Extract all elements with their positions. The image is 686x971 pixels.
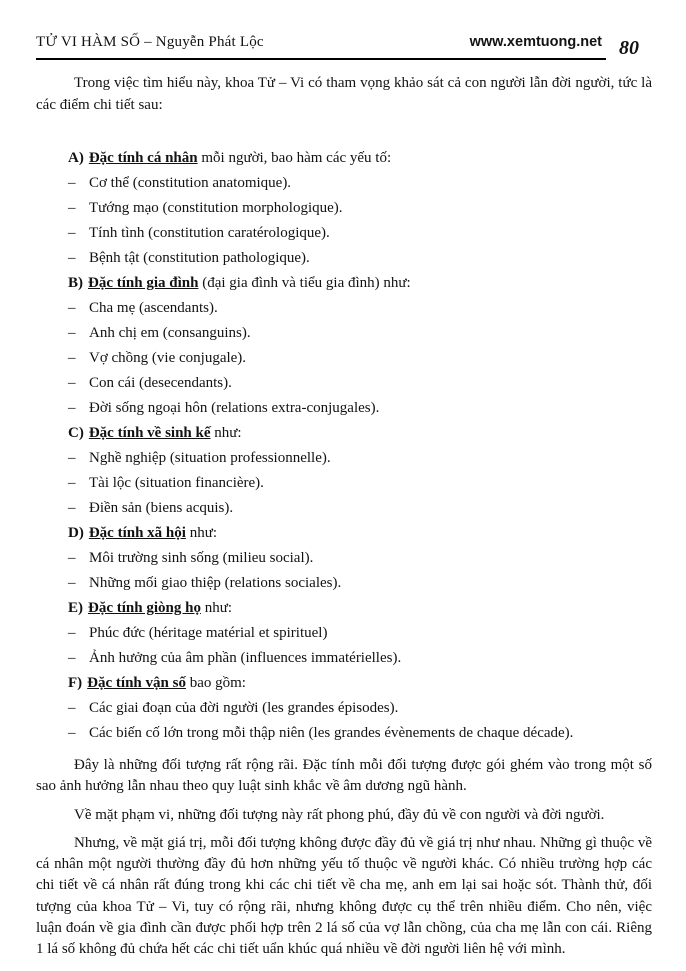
list-item-text: Cơ thể (constitution anatomique). (89, 175, 292, 191)
intro-paragraph: Trong việc tìm hiểu này, khoa Tử – Vi có tham vọng khảo sát cả con người lẫn đời người, tức là các điểm chi tiết sau: (36, 75, 652, 113)
characteristics-outline (36, 146, 652, 746)
section-heading (68, 596, 652, 621)
dash-bullet: – (68, 725, 76, 741)
list-item-text: Cha mẹ (ascendants). (89, 300, 218, 316)
list-item-text: Các giai đoạn của đời người (les grandes épisodes). (89, 700, 399, 716)
website-url: www.xemtuong.net (469, 34, 602, 50)
section-label: E) (68, 600, 83, 616)
dash-bullet: – (68, 325, 76, 341)
dash-bullet: – (68, 450, 76, 466)
list-item-text: Đời sống ngoại hôn (relations extra-conjugales). (89, 400, 380, 416)
list-item (68, 296, 652, 321)
dash-bullet: – (68, 225, 76, 241)
dash-bullet: – (68, 200, 76, 216)
dash-bullet: – (68, 625, 76, 641)
list-item-text: Những mối giao thiệp (relations sociales). (89, 575, 342, 591)
list-item (68, 721, 652, 746)
section-suffix: (đại gia đình và tiểu gia đình) như: (198, 275, 411, 291)
section-e (36, 596, 652, 671)
section-label: F) (68, 675, 83, 691)
section-title: Đặc tính gia đình (88, 275, 199, 291)
section-heading (68, 271, 652, 296)
list-item-text: Vợ chồng (vie conjugale). (89, 350, 247, 366)
list-item (68, 346, 652, 371)
section-suffix: mỗi người, bao hàm các yếu tố: (197, 150, 392, 166)
header-rule (36, 34, 606, 60)
list-item-text: Con cái (desecendants). (89, 375, 232, 391)
list-item (68, 396, 652, 421)
section-heading (68, 421, 652, 446)
dash-bullet: – (68, 400, 76, 416)
list-item (68, 646, 652, 671)
list-item-text: Tài lộc (situation financière). (89, 475, 264, 491)
dash-bullet: – (68, 375, 76, 391)
section-heading (68, 671, 652, 696)
list-item (68, 246, 652, 271)
list-item-text: Tính tình (constitution caratérologique). (89, 225, 330, 241)
dash-bullet: – (68, 700, 76, 716)
section-heading (68, 146, 652, 171)
list-item (68, 471, 652, 496)
list-item (68, 171, 652, 196)
list-item-text: Các biến cố lớn trong mỗi thập niên (les grandes évènements de chaque décade). (89, 725, 574, 741)
dash-bullet: – (68, 550, 76, 566)
list-item (68, 546, 652, 571)
list-item-text: Tướng mạo (constitution morphologique). (89, 200, 343, 216)
section-suffix: bao gồm: (185, 675, 246, 691)
list-item-text: Ảnh hưởng của âm phần (influences immatérielles). (89, 650, 402, 666)
list-item (68, 371, 652, 396)
list-item (68, 196, 652, 221)
body-paragraph: Về mặt phạm vi, những đối tượng này rất phong phú, đầy đủ về con người và đời người. (74, 806, 605, 823)
book-title: TỬ VI HÀM SỐ – Nguyễn Phát Lộc (36, 34, 264, 50)
list-item-text: Bệnh tật (constitution pathologique). (89, 250, 310, 266)
dash-bullet: – (68, 650, 76, 666)
list-item (68, 321, 652, 346)
closing-paragraphs (36, 755, 652, 961)
list-item-text: Phúc đức (héritage matérial et spirituel) (89, 625, 328, 641)
section-d (36, 521, 652, 596)
list-item (68, 621, 652, 646)
section-label: C) (68, 425, 84, 441)
list-item-text: Môi trường sinh sống (milieu social). (89, 550, 314, 566)
dash-bullet: – (68, 350, 76, 366)
section-heading (68, 521, 652, 546)
section-title: Đặc tính về sinh kế (88, 425, 211, 441)
page-number: 80 (619, 37, 639, 59)
section-title: Đặc tính vận số (87, 675, 186, 691)
section-suffix: như: (210, 425, 242, 441)
body-paragraph: Nhưng, về mặt giá trị, mỗi đối tượng không được đầy đủ về giá trị như nhau. Những gì thuộc về cá nhân một người thường đầy đủ hơn những yếu tố thuộc về người khác. Có nhiều trường hợp các chi tiết về cá nhân rất đúng trong khi các chi tiết về cha mẹ, anh em lại sai hoặc sót. Thành thử, đối tượng của khoa Tử – Vi, tuy có rộng rãi, nhưng không được cụ thể trên nhiều điểm. Cho nên, việc luận đoán về gia đình cần được phối hợp trên 2 lá số của vợ lẫn chồng, của cha mẹ lẫn con cái. Riêng 1 lá số không đủ chứa hết các chi tiết uẩn khúc quá nhiều về đời người liên hệ với mình. (36, 834, 652, 958)
section-title: Đặc tính giòng họ (88, 600, 201, 616)
list-item-text: Anh chị em (consanguins). (89, 325, 251, 341)
dash-bullet: – (68, 175, 76, 191)
dash-bullet: – (68, 500, 76, 516)
dash-bullet: – (68, 250, 76, 266)
list-item-text: Điền sản (biens acquis). (89, 500, 234, 516)
list-item (68, 446, 652, 471)
section-suffix: như: (200, 600, 233, 616)
list-item (68, 221, 652, 246)
dash-bullet: – (68, 575, 76, 591)
section-a (36, 146, 652, 271)
section-b (36, 271, 652, 421)
section-title: Đặc tính cá nhân (88, 150, 198, 166)
section-label: D) (68, 525, 84, 541)
list-item-text: Nghề nghiệp (situation professionnelle). (89, 450, 331, 466)
section-c (36, 421, 652, 521)
list-item (68, 696, 652, 721)
section-label: A) (68, 150, 84, 166)
section-title: Đặc tính xã hội (88, 525, 186, 541)
dash-bullet: – (68, 300, 76, 316)
list-item (68, 496, 652, 521)
section-suffix: như: (185, 525, 217, 541)
section-label: B) (68, 275, 83, 291)
page-header (36, 34, 652, 60)
list-item (68, 571, 652, 596)
body-paragraph: Đây là những đối tượng rất rộng rãi. Đặc tính mỗi đối tượng được gói ghém vào trong một số sao ảnh hưởng lẫn nhau theo quy luật sinh khắc về âm dương ngũ hành. (36, 757, 652, 795)
section-f (36, 671, 652, 746)
dash-bullet: – (68, 475, 76, 491)
